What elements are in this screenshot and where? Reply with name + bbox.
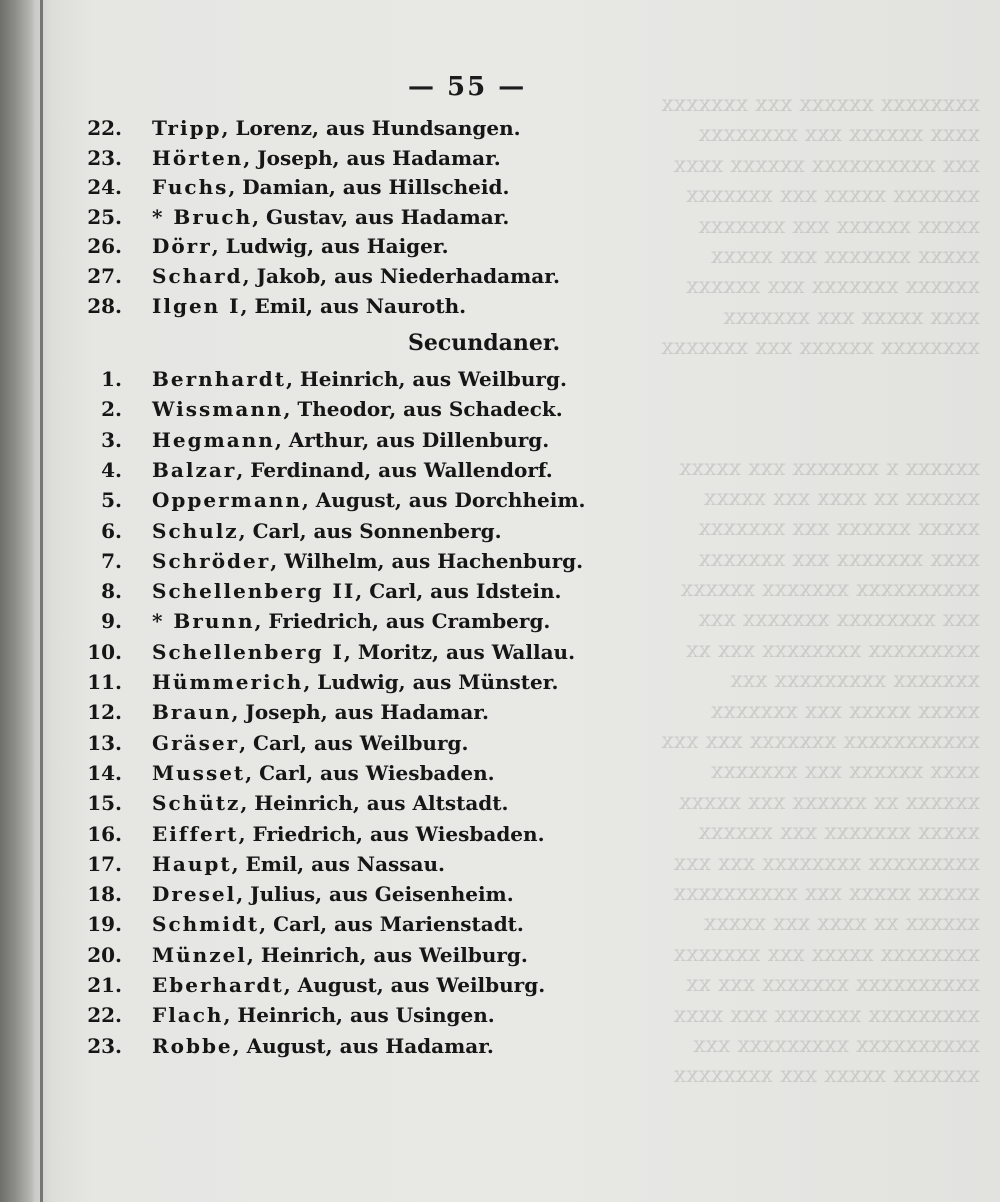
entry-surname: Fuchs <box>152 175 229 200</box>
entry-surname: Dörr <box>152 234 212 259</box>
entry-surname: Schellenberg I <box>152 639 344 664</box>
entry-text <box>152 791 509 815</box>
entry-details: , Damian, aus Hillscheid. <box>228 175 510 200</box>
entry-text <box>152 670 558 694</box>
entry-number: 3. <box>101 427 122 452</box>
entry-text <box>152 579 562 603</box>
entry-surname: Gräser <box>152 730 240 755</box>
entry-text <box>152 146 501 170</box>
entry-details: , Julius, aus Geisenheim. <box>236 882 514 907</box>
entry-text <box>152 700 489 724</box>
entry-surname: Schütz <box>152 791 241 816</box>
entry-details: , Carl, aus Weilburg. <box>239 730 469 755</box>
entry-surname: Münzel <box>152 942 247 967</box>
entry-text <box>152 609 550 633</box>
entry-details: , Arthur, aus Dillenburg. <box>274 427 550 452</box>
entry-text <box>152 822 545 846</box>
entry-number: 19. <box>87 912 122 937</box>
entry-surname: Schulz <box>152 518 239 543</box>
entry-text <box>152 912 524 936</box>
entry-details: , Carl, aus Sonnenberg. <box>238 518 502 543</box>
entry-surname: Schröder <box>152 548 271 573</box>
entry-details: , Joseph, aus Hadamar. <box>243 145 501 170</box>
entry-number: 6. <box>101 518 122 543</box>
entry-details: , Wilhelm, aus Hachenburg. <box>270 548 584 573</box>
entry-number: 7. <box>101 548 122 573</box>
entry-number: 23. <box>87 1033 122 1058</box>
entry-number: 11. <box>87 670 122 694</box>
entry-details: , Ludwig, aus Münster. <box>303 670 559 694</box>
section-heading: Secundaner. <box>408 330 561 356</box>
entry-surname: Ilgen I <box>152 293 241 318</box>
entry-surname: Hegmann <box>152 427 275 452</box>
entry-number: 17. <box>87 851 122 876</box>
entry-text <box>152 428 549 452</box>
entry-text <box>152 234 449 258</box>
entry-number: 1. <box>101 367 122 391</box>
entry-details: , Gustav, aus Hadamar. <box>252 204 510 229</box>
entry-text <box>152 973 545 997</box>
book-gutter <box>0 0 34 1202</box>
entry-number: 8. <box>101 579 122 604</box>
entry-details: , Ferdinand, aus Wallendorf. <box>236 457 553 482</box>
entry-surname: Robbe <box>152 1033 233 1058</box>
entry-details: , August, aus Hadamar. <box>232 1033 494 1058</box>
entry-text <box>152 1003 495 1027</box>
entry-text <box>152 882 514 906</box>
entry-text <box>152 367 567 391</box>
entry-text <box>152 205 509 229</box>
entry-text <box>152 294 466 318</box>
entry-text <box>152 943 528 967</box>
entry-surname: Balzar <box>152 457 237 482</box>
entry-number: 2. <box>101 397 122 422</box>
entry-surname: Wissmann <box>152 397 284 422</box>
entry-surname: Tripp <box>152 116 222 140</box>
page-edge-shadow <box>40 0 43 1202</box>
entry-details: , August, aus Dorchheim. <box>301 488 586 513</box>
entry-text <box>152 397 563 421</box>
entry-number: 21. <box>87 973 122 997</box>
entry-details: , Carl, aus Marienstadt. <box>259 912 524 937</box>
entry-surname: Dresel <box>152 882 237 907</box>
entry-text <box>152 519 502 543</box>
entry-number: 28. <box>87 293 122 318</box>
entry-text <box>152 488 585 512</box>
entry-details: , Ludwig, aus Haiger. <box>211 234 449 259</box>
entry-text <box>152 175 509 199</box>
entry-details: , Theodor, aus Schadeck. <box>283 397 563 422</box>
entry-surname: Schard <box>152 264 243 288</box>
entry-number: 10. <box>87 639 122 664</box>
entry-surname: Eberhardt <box>152 973 284 997</box>
entry-number: 14. <box>87 760 122 785</box>
entry-details: , Carl, aus Idstein. <box>355 579 562 604</box>
entry-details: , Moritz, aus Wallau. <box>343 639 576 664</box>
entry-details: , Heinrich, aus Weilburg. <box>285 367 567 391</box>
entry-number: 22. <box>87 1003 122 1028</box>
entry-surname: Flach <box>152 1003 224 1028</box>
entry-number: 25. <box>87 204 122 229</box>
entry-number: 15. <box>87 791 122 816</box>
entry-surname: Schellenberg II <box>152 579 356 604</box>
entry-details: , Lorenz, aus Hundsangen. <box>221 116 521 140</box>
entry-details: , Jakob, aus Niederhadamar. <box>242 264 560 288</box>
entry-surname: Hümmerich <box>152 670 304 694</box>
entry-surname: Oppermann <box>152 488 302 513</box>
entry-details: , Joseph, aus Hadamar. <box>231 700 489 725</box>
entry-number: 13. <box>87 730 122 755</box>
entry-number: 5. <box>101 488 122 513</box>
entry-number: 20. <box>87 942 122 967</box>
entry-details: , Friedrich, aus Cramberg. <box>254 609 551 634</box>
entry-number: 23. <box>87 145 122 170</box>
entry-surname: * Brunn <box>152 609 255 634</box>
entry-surname: Haupt <box>152 851 232 876</box>
entry-surname: Hörten <box>152 145 244 170</box>
entry-text <box>152 640 575 664</box>
entry-number: 9. <box>101 609 122 634</box>
entry-text <box>152 1034 494 1058</box>
entry-details: , Heinrich, aus Altstadt. <box>240 791 509 816</box>
entry-surname: Schmidt <box>152 912 260 937</box>
entry-number: 27. <box>87 264 122 288</box>
entry-text <box>152 731 468 755</box>
entry-text <box>152 458 553 482</box>
entry-number: 16. <box>87 821 122 846</box>
entry-surname: * Bruch <box>152 204 253 229</box>
page-number: — 55 — <box>408 72 527 102</box>
entry-number: 26. <box>87 234 122 259</box>
entry-text <box>152 761 495 785</box>
entry-details: , Heinrich, aus Usingen. <box>223 1003 495 1028</box>
entry-number: 18. <box>87 882 122 907</box>
entry-surname: Eiffert <box>152 821 239 846</box>
entry-text <box>152 116 521 140</box>
entry-number: 4. <box>101 457 122 482</box>
entry-details: , Emil, aus Nassau. <box>231 851 446 876</box>
entry-number: 22. <box>87 116 122 140</box>
entry-surname: Musset <box>152 760 246 785</box>
entry-text <box>152 549 583 573</box>
entry-number: 12. <box>87 700 122 725</box>
entry-details: , Emil, aus Nauroth. <box>240 293 467 318</box>
entry-details: , Friedrich, aus Wiesbaden. <box>238 821 545 846</box>
entry-text <box>152 852 445 876</box>
entry-number: 24. <box>87 175 122 200</box>
entry-text <box>152 264 560 288</box>
entry-details: , August, aus Weilburg. <box>283 973 546 997</box>
entry-details: , Carl, aus Wiesbaden. <box>245 760 495 785</box>
entry-surname: Bernhardt <box>152 367 286 391</box>
entry-surname: Braun <box>152 700 232 725</box>
entry-details: , Heinrich, aus Weilburg. <box>246 942 528 967</box>
